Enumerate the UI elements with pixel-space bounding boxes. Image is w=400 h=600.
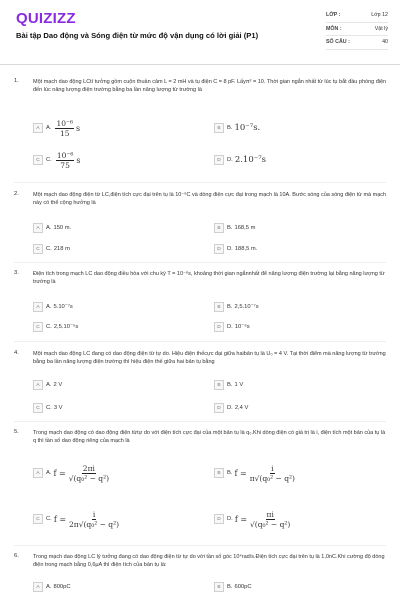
- question-number: 2.: [14, 191, 19, 197]
- fraction: [68, 510, 120, 529]
- formula-lhs: f =: [234, 468, 247, 478]
- meta-row-subject: [326, 23, 388, 37]
- option-badge: B: [214, 123, 224, 133]
- denominator: √(q₀² − q²): [68, 473, 110, 483]
- option-badge: C: [33, 322, 43, 332]
- fraction: [56, 151, 75, 170]
- worksheet-title: Bài tập Dao động và Sóng điện từ mức độ vận dụng có lời giải (P1): [16, 31, 259, 40]
- option-badge: D: [214, 155, 224, 165]
- question-divider: [14, 262, 386, 263]
- option-badge: B: [214, 380, 224, 390]
- option-b[interactable]: [214, 458, 374, 488]
- option-label: A.: [46, 470, 52, 476]
- option-label: B.: [227, 382, 233, 388]
- question-text: Một mạch dao động LC đang có dao động điện từ tự do. Hiệu điện thếcực đại giữa haibản tụ là U₀ = 4 V. Tại thời điểm mà năng lượng từ trường bằng ba lần năng lượng điện trường thì hiệu điện thế giữa hai bản tụ bằng: [33, 351, 386, 366]
- header-divider: [0, 64, 400, 65]
- option-label: A.: [46, 584, 52, 590]
- option-value: 600pC: [234, 584, 252, 590]
- option-d[interactable]: [214, 402, 374, 414]
- option-value: 800pC: [53, 584, 71, 590]
- option-label: B.: [227, 225, 233, 231]
- option-value: 218 m: [53, 246, 70, 252]
- numerator: i: [92, 509, 96, 519]
- option-b[interactable]: [214, 118, 374, 138]
- fraction: [249, 464, 296, 483]
- question-number: 3.: [14, 270, 19, 276]
- numerator: i: [271, 463, 274, 473]
- question-number: 5.: [14, 429, 19, 435]
- option-a[interactable]: [33, 581, 193, 593]
- question-text: Trong mạch dao động LC lý tưởng đang có dao động điện từ tự do với tần số góc 10⁴rad/s.Điện tích cực đại trên tụ là 1,0nC.Khi cường độ dòng điện trong mạch bằng 0,6μA thì điện tích của bản tụ là:: [33, 554, 385, 569]
- question-divider: [14, 545, 386, 546]
- meta-value: 40: [382, 39, 388, 46]
- option-value: 2.10⁻⁷s: [234, 155, 266, 165]
- option-label: B.: [227, 584, 233, 590]
- option-b[interactable]: [214, 301, 374, 313]
- option-label: C.: [46, 516, 52, 522]
- option-d[interactable]: [214, 152, 374, 168]
- question-divider: [14, 421, 386, 422]
- option-label: A.: [46, 125, 52, 131]
- option-d[interactable]: [214, 321, 374, 333]
- option-badge: D: [214, 244, 224, 254]
- option-label: A.: [46, 304, 52, 310]
- option-label: C.: [46, 324, 52, 330]
- option-value: 150 m.: [53, 225, 72, 231]
- option-value: 188,5 m.: [234, 246, 258, 252]
- option-b[interactable]: [214, 581, 374, 593]
- question-text: Trong mạch dao động có dao động điện từtự do với điện tích cực đại của một bản tụ là q₀.Khi dòng điện có giá trị là i, điện tích một bản của tụ là q thì tần số dao động riêng của mạch là: [33, 430, 386, 445]
- option-badge: D: [214, 514, 224, 524]
- option-value: 2 V: [53, 382, 63, 388]
- fraction: [249, 510, 291, 529]
- question-number: 4.: [14, 350, 19, 356]
- option-label: C.: [46, 157, 52, 163]
- unit: s: [76, 123, 81, 133]
- meta-value: Lớp 12: [371, 12, 388, 19]
- option-label: A.: [46, 225, 52, 231]
- option-badge: D: [214, 322, 224, 332]
- meta-key: LỚP :: [326, 12, 341, 19]
- option-label: B.: [227, 470, 233, 476]
- meta-row-class: [326, 9, 388, 23]
- option-label: D.: [227, 157, 233, 163]
- numerator: 10⁻⁶: [56, 118, 73, 128]
- option-value: 3 V: [53, 405, 63, 411]
- option-badge: B: [214, 582, 224, 592]
- meta-value: Vật lý: [374, 25, 388, 32]
- question-divider: [14, 182, 386, 183]
- option-value: 2,5.10⁻⁵s: [53, 324, 79, 330]
- quizizz-logo: QUIZIZZ: [16, 10, 76, 27]
- worksheet-header: [0, 0, 400, 64]
- fraction: [68, 464, 110, 483]
- option-label: D.: [227, 246, 233, 252]
- option-c[interactable]: [33, 504, 193, 534]
- meta-row-count: [326, 36, 388, 50]
- formula-lhs: f =: [53, 468, 66, 478]
- denominator: 75: [60, 160, 70, 170]
- numerator: 10⁻⁶: [56, 150, 74, 160]
- option-label: D.: [227, 405, 233, 411]
- question-text: Một mạch dao động LCtí tưởng gồm cuộn thuần cảm L = 2 mH và tụ điện C = 8 pF. Lấyπ² = 10. Thời gian ngắn nhất từ lúc tụ bắt đầu phóng điện đến lúc năng lượng điện trường bằng ba lần năng lượng từ trường là: [33, 79, 387, 94]
- question-number: 6.: [14, 553, 19, 559]
- option-b[interactable]: [214, 222, 374, 234]
- option-c[interactable]: [33, 402, 193, 414]
- option-c[interactable]: [33, 149, 193, 171]
- option-badge: A: [33, 380, 43, 390]
- option-value: 10⁻⁶s: [234, 324, 250, 330]
- denominator: √(q₀² − q²): [250, 519, 291, 529]
- option-badge: B: [214, 223, 224, 233]
- question-text: Một mạch dao động điện từ LC,điện tích cực đại trên tụ là 10⁻⁶C và dòng điện cực đại trong mạch là 10A. Bước sóng của sóng điện từ mà mạch này có thể cộng hưởng là: [33, 192, 387, 207]
- meta-table: [326, 9, 388, 50]
- option-label: C.: [46, 246, 52, 252]
- option-label: D.: [227, 324, 233, 330]
- question-text: Điện tích trong mạch LC dao động điều hòa với chu kỳ T = 10⁻⁶s, khoảng thời gian ngắnnhất để năng lượng điện trường lại bằng năng lượng từ trường là: [33, 271, 385, 286]
- question-number: 1.: [14, 78, 19, 84]
- formula-lhs: f =: [53, 514, 67, 524]
- option-label: B.: [227, 304, 233, 310]
- denominator: 2π√(q₀² − q²): [69, 519, 120, 529]
- option-label: D.: [227, 516, 233, 522]
- option-badge: A: [33, 302, 43, 312]
- option-d[interactable]: [214, 243, 374, 255]
- option-badge: A: [33, 582, 43, 592]
- option-badge: C: [33, 244, 43, 254]
- option-badge: A: [33, 223, 43, 233]
- option-badge: B: [214, 468, 224, 478]
- formula-lhs: f =: [234, 514, 248, 524]
- option-badge: C: [33, 403, 43, 413]
- denominator: π√(q₀² − q²): [249, 473, 295, 483]
- option-value: 5.10⁻⁷s: [53, 304, 73, 310]
- option-badge: D: [214, 403, 224, 413]
- question-divider: [14, 341, 386, 342]
- meta-key: MÔN :: [326, 25, 342, 32]
- option-badge: C: [33, 514, 43, 524]
- meta-key: SỐ CÂU :: [326, 39, 350, 46]
- option-c[interactable]: [33, 321, 193, 333]
- option-label: C.: [46, 405, 52, 411]
- option-a[interactable]: [33, 222, 193, 234]
- option-value: 168,5 m: [234, 225, 256, 231]
- option-value: 2,5.10⁻⁷s: [234, 304, 259, 310]
- option-badge: C: [33, 155, 43, 165]
- option-a[interactable]: [33, 117, 193, 139]
- option-badge: A: [33, 468, 43, 478]
- option-value: 1 V: [234, 382, 244, 388]
- option-a[interactable]: [33, 301, 193, 313]
- option-d[interactable]: [214, 504, 374, 534]
- option-value: 10⁻⁷s.: [234, 123, 261, 133]
- option-value: 2,4 V: [234, 405, 249, 411]
- option-badge: B: [214, 302, 224, 312]
- option-label: B.: [227, 125, 233, 131]
- denominator: 15: [59, 128, 70, 138]
- option-c[interactable]: [33, 243, 193, 255]
- unit: s: [76, 155, 81, 165]
- option-a[interactable]: [33, 379, 193, 391]
- option-b[interactable]: [214, 379, 374, 391]
- numerator: πi: [266, 509, 274, 519]
- numerator: 2πi: [82, 463, 95, 473]
- option-badge: A: [33, 123, 43, 133]
- option-label: A.: [46, 382, 52, 388]
- option-a[interactable]: [33, 458, 193, 488]
- fraction: [55, 119, 74, 138]
